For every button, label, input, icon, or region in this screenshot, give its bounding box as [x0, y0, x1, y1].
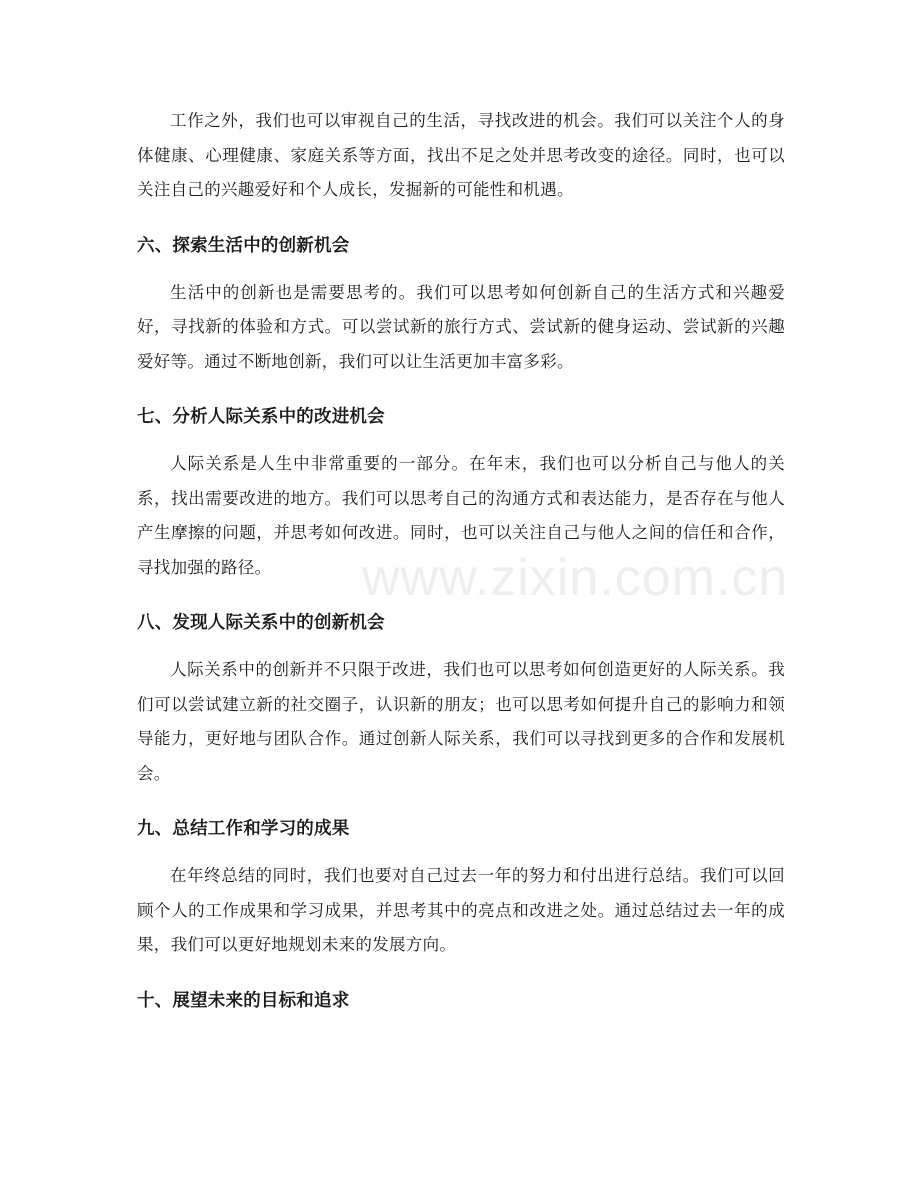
section-heading-9: 九、总结工作和学习的成果 [137, 819, 350, 839]
watermark: www.zixin.com.cn [362, 549, 789, 607]
spacer [137, 585, 785, 606]
spacer [137, 434, 785, 447]
section-heading-8: 八、发现人际关系中的创新机会 [137, 613, 385, 633]
paragraph-life-review: 工作之外，我们也可以审视自己的生活，寻找改进的机会。我们可以关注个人的身体健康、心理健康、家庭关系等方面，找出不足之处并思考改变的途径。同时，也可以关注自己的兴趣爱好和个人成长，发掘新的可能性和机遇。 [137, 111, 785, 199]
spacer [137, 263, 785, 276]
paragraph-life-innovation: 生活中的创新也是需要思考的。我们可以思考如何创新自己的生活方式和兴趣爱好，寻找新的体验和方式。可以尝试新的旅行方式、尝试新的健身运动、尝试新的兴趣爱好等。通过不断地创新，我们可以让生活更加丰富多彩。 [137, 282, 785, 371]
section-heading-10: 十、展望未来的目标和追求 [137, 990, 350, 1011]
spacer [137, 379, 785, 400]
spacer [137, 640, 785, 653]
spacer [137, 208, 785, 229]
spacer [137, 963, 785, 984]
paragraph-relationship-improvement: 人际关系是人生中非常重要的一部分。在年末，我们也可以分析自己与他人的关系，找出需要改进的地方。我们可以思考自己的沟通方式和表达能力，是否存在与他人产生摩擦的问题，并思考如何改进。同时，也可以关注自己与他人之间的信任和合作，寻找加强的路径。 [137, 454, 785, 577]
section-heading-7: 七、分析人际关系中的改进机会 [137, 407, 385, 427]
paragraph-relationship-innovation: 人际关系中的创新并不只限于改进，我们也可以思考如何创造更好的人际关系。我们可以尝试建立新的社交圈子，认识新的朋友；也可以思考如何提升自己的影响力和领导能力，更好地与团队合作。通过创新人际关系，我们可以寻找到更多的合作和发展机会。 [137, 660, 785, 783]
spacer [137, 791, 785, 812]
section-heading-6: 六、探索生活中的创新机会 [137, 235, 350, 256]
spacer [137, 846, 785, 859]
document-body [137, 104, 785, 1018]
paragraph-achievement-summary: 在年终总结的同时，我们也要对自己过去一年的努力和付出进行总结。我们可以回顾个人的工作成果和学习成果，并思考其中的亮点和改进之处。通过总结过去一年的成果，我们可以更好地规划未来的发展方向。 [137, 866, 785, 954]
